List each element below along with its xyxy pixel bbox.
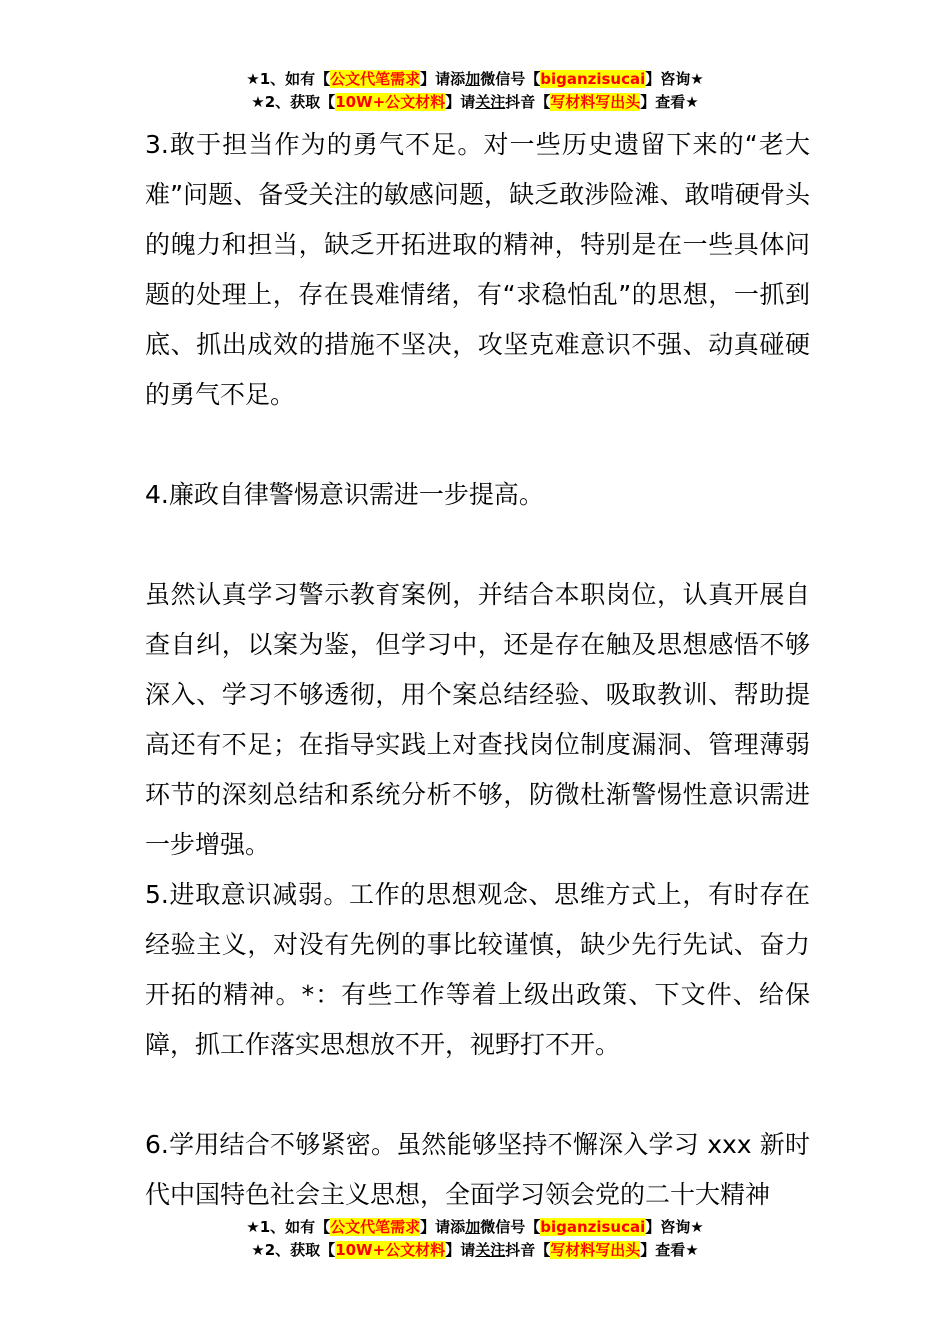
paragraph-3-courage: 3.敢于担当作为的勇气不足。对一些历史遗留下来的“老大难”问题、备受关注的敏感问题，缺乏敢涉险滩、敢啃硬骨头的魄力和担当，缺乏开拓进取的精神，特别是在一些具体问题的处理上，存在畏难情绪，有“求稳怕乱”的思想，一抓到底、抓出成效的措施不坚决，攻坚克难意识不强、动真碰硬的勇气不足。 xyxy=(145,130,810,409)
banner-text: 】请添 xyxy=(420,1218,466,1236)
footer-banner xyxy=(0,1216,950,1262)
banner-underlined-text: 关注 xyxy=(475,93,506,111)
banner-highlight: biganzisucai xyxy=(540,70,646,88)
banner-text: ★1、如有【 xyxy=(246,70,331,88)
banner-underlined-text: 加 xyxy=(465,70,481,88)
banner-highlight: 公文代笔需求 xyxy=(330,70,421,88)
banner-highlight: 写材料写出头 xyxy=(550,1241,641,1259)
paragraph-gap xyxy=(145,520,810,570)
paragraph-4-heading: 4.廉政自律警惕意识需进一步提高。 xyxy=(145,480,544,509)
banner-line-1 xyxy=(0,1216,950,1239)
banner-text: ★2、获取【 xyxy=(251,93,336,111)
paragraph-6-study: 6.学用结合不够紧密。虽然能够坚持不懈深入学习 xxx 新时代中国特色社会主义思想，全面学习领会党的二十大精神 xyxy=(145,1130,810,1209)
banner-line-2 xyxy=(0,1239,950,1262)
banner-text: 】请添 xyxy=(420,70,466,88)
banner-text: ★1、如有【 xyxy=(246,1218,331,1236)
banner-highlight: 公文代笔需求 xyxy=(330,1218,421,1236)
banner-highlight: biganzisucai xyxy=(540,1218,646,1236)
banner-text: 】请 xyxy=(445,93,476,111)
banner-text: 】请 xyxy=(445,1241,476,1259)
banner-text: 抖音【 xyxy=(505,1241,551,1259)
banner-text: 抖音【 xyxy=(505,93,551,111)
banner-highlight: 10W+公文材料 xyxy=(335,93,446,111)
banner-text: ★2、获取【 xyxy=(251,1241,336,1259)
banner-text: 】查看★ xyxy=(640,93,699,111)
banner-line-1 xyxy=(0,68,950,91)
paragraph-gap xyxy=(145,1070,810,1120)
paragraph-4-detail: 虽然认真学习警示教育案例，并结合本职岗位，认真开展自查自纠，以案为鉴，但学习中，还是存在触及思想感悟不够深入、学习不够透彻，用个案总结经验、吸取教训、帮助提高还有不足；在指导实践上对查找岗位制度漏洞、管理薄弱环节的深刻总结和系统分析不够，防微杜渐警惕性意识需进一步增强。 xyxy=(145,580,810,859)
banner-line-2 xyxy=(0,91,950,114)
banner-text: 微信号【 xyxy=(480,1218,541,1236)
banner-underlined-text: 关注 xyxy=(475,1241,506,1259)
paragraph-5-initiative: 5.进取意识减弱。工作的思想观念、思维方式上，有时存在经验主义，对没有先例的事比较谨慎，缺少先行先试、奋力开拓的精神。*：有些工作等着上级出政策、下文件、给保障，抓工作落实思想放不开，视野打不开。 xyxy=(145,880,810,1059)
banner-underlined-text: 加 xyxy=(465,1218,481,1236)
banner-text: 】咨询★ xyxy=(645,70,704,88)
banner-text: 微信号【 xyxy=(480,70,541,88)
banner-highlight: 10W+公文材料 xyxy=(335,1241,446,1259)
banner-text: 】查看★ xyxy=(640,1241,699,1259)
document-body xyxy=(145,120,810,1220)
paragraph-gap xyxy=(145,420,810,470)
banner-highlight: 写材料写出头 xyxy=(550,93,641,111)
header-banner xyxy=(0,68,950,114)
banner-text: 】咨询★ xyxy=(645,1218,704,1236)
